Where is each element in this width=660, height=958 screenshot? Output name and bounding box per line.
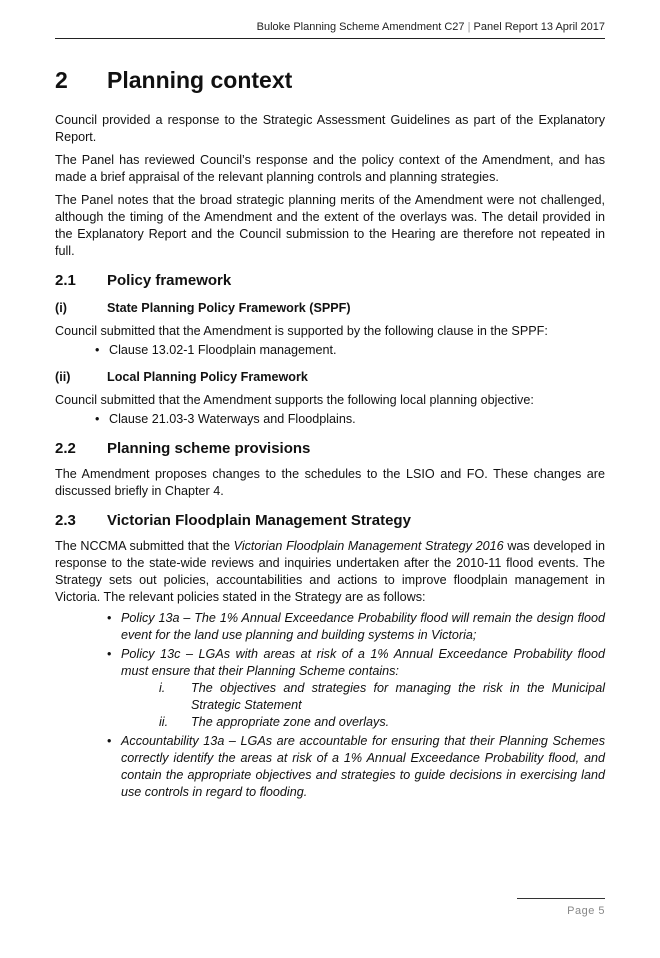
sublist-item: [121, 680, 605, 714]
sublist-number: ii.: [159, 715, 169, 729]
section-2-2-paragraph: The Amendment proposes changes to the schedules to the LSIO and FO. These changes are discussed briefly in Chapter 4.: [55, 467, 605, 498]
intro-paragraph-2: The Panel has reviewed Council’s response and the policy context of the Amendment, and has made a brief appraisal of the relevant planning controls and planning strategies.: [55, 153, 605, 184]
sublist-item: [121, 714, 605, 731]
section-2-1-heading: [55, 272, 605, 290]
roman-sublist: [121, 680, 605, 731]
header-report-title: Buloke Planning Scheme Amendment C27: [256, 21, 465, 33]
subsection-number: (ii): [55, 370, 71, 384]
intro-paragraph-3: The Panel notes that the broad strategic planning merits of the Amendment were not challenged, although the timing of the Amendment and the extent of the overlays was. The detail provided in the Explanatory Report and the Council submission to the Hearing are therefore not repeated in full.: [55, 193, 605, 258]
subsection-title: Local Planning Policy Framework: [107, 370, 308, 384]
list-item-text: Policy 13c – LGAs with areas at risk of a 1% Annual Exceedance Probability flood must ensure that their Planning Scheme contains:: [121, 647, 605, 678]
chapter-heading: [55, 66, 605, 94]
intro-paragraph-1: Council provided a response to the Strategic Assessment Guidelines as part of the Explanatory Report.: [55, 113, 605, 144]
sublist-text: The appropriate zone and overlays.: [191, 715, 390, 729]
page-content: [55, 58, 605, 807]
lppf-list: [55, 411, 605, 428]
strategy-title: Victorian Floodplain Management Strategy 2016: [233, 539, 504, 553]
section-2-2-heading: [55, 440, 605, 458]
list-item: • Accountability 13a – LGAs are accountable for ensuring that their Planning Schemes correctly identify the areas at risk of a 1% Annual Exceedance Probability flood, and contain the appropriate objectives and strategies to guide decisions in exercising land use controls in regard to flooding.: [107, 733, 605, 801]
page-header: [55, 18, 605, 39]
subsection-title: State Planning Policy Framework (SPPF): [107, 301, 351, 315]
header-separator: |: [467, 21, 471, 33]
lppf-paragraph: Council submitted that the Amendment supports the following local planning objective:: [55, 393, 534, 407]
chapter-title: Planning context: [107, 67, 293, 93]
subsection-number: (i): [55, 301, 67, 315]
sppf-paragraph: Council submitted that the Amendment is supported by the following clause in the SPPF:: [55, 324, 548, 338]
chapter-number: 2: [55, 67, 68, 93]
sublist-number: i.: [159, 681, 166, 695]
section-title: Victorian Floodplain Management Strategy: [107, 512, 411, 529]
section-number: 2.1: [55, 272, 76, 289]
list-item: • Clause 21.03-3 Waterways and Floodplains.: [95, 411, 605, 428]
list-item: [107, 646, 605, 731]
paragraph-text: The NCCMA submitted that the: [55, 539, 234, 553]
sublist-text: The objectives and strategies for managing the risk in the Municipal Strategic Statement: [191, 681, 605, 712]
page-number: Page 5: [567, 905, 605, 917]
section-title: Policy framework: [107, 272, 232, 289]
list-item: • Clause 13.02-1 Floodplain management.: [95, 342, 605, 359]
section-2-3-paragraph: [55, 538, 605, 606]
subsection-sppf-heading: [55, 300, 605, 317]
section-2-3-heading: [55, 512, 605, 530]
section-title: Planning scheme provisions: [107, 440, 311, 457]
paragraph-text: was developed in response to the state-wide reviews and inquiries undertaken after the 2010-11 flood events. The Strategy sets out policies, accountabilities and actions to improve floodplain management in Victoria. The relevant policies stated in the Strategy are as follows:: [55, 539, 605, 604]
list-item: • Policy 13a – The 1% Annual Exceedance Probability flood will remain the design flood event for the land use planning and building systems in Victoria;: [107, 610, 605, 644]
subsection-lppf-heading: [55, 369, 605, 386]
header-report-date: Panel Report 13 April 2017: [473, 21, 605, 33]
strategy-policy-list: [55, 610, 605, 801]
page-footer: [517, 898, 605, 917]
section-number: 2.3: [55, 512, 76, 529]
sppf-list: [55, 342, 605, 359]
section-number: 2.2: [55, 440, 76, 457]
